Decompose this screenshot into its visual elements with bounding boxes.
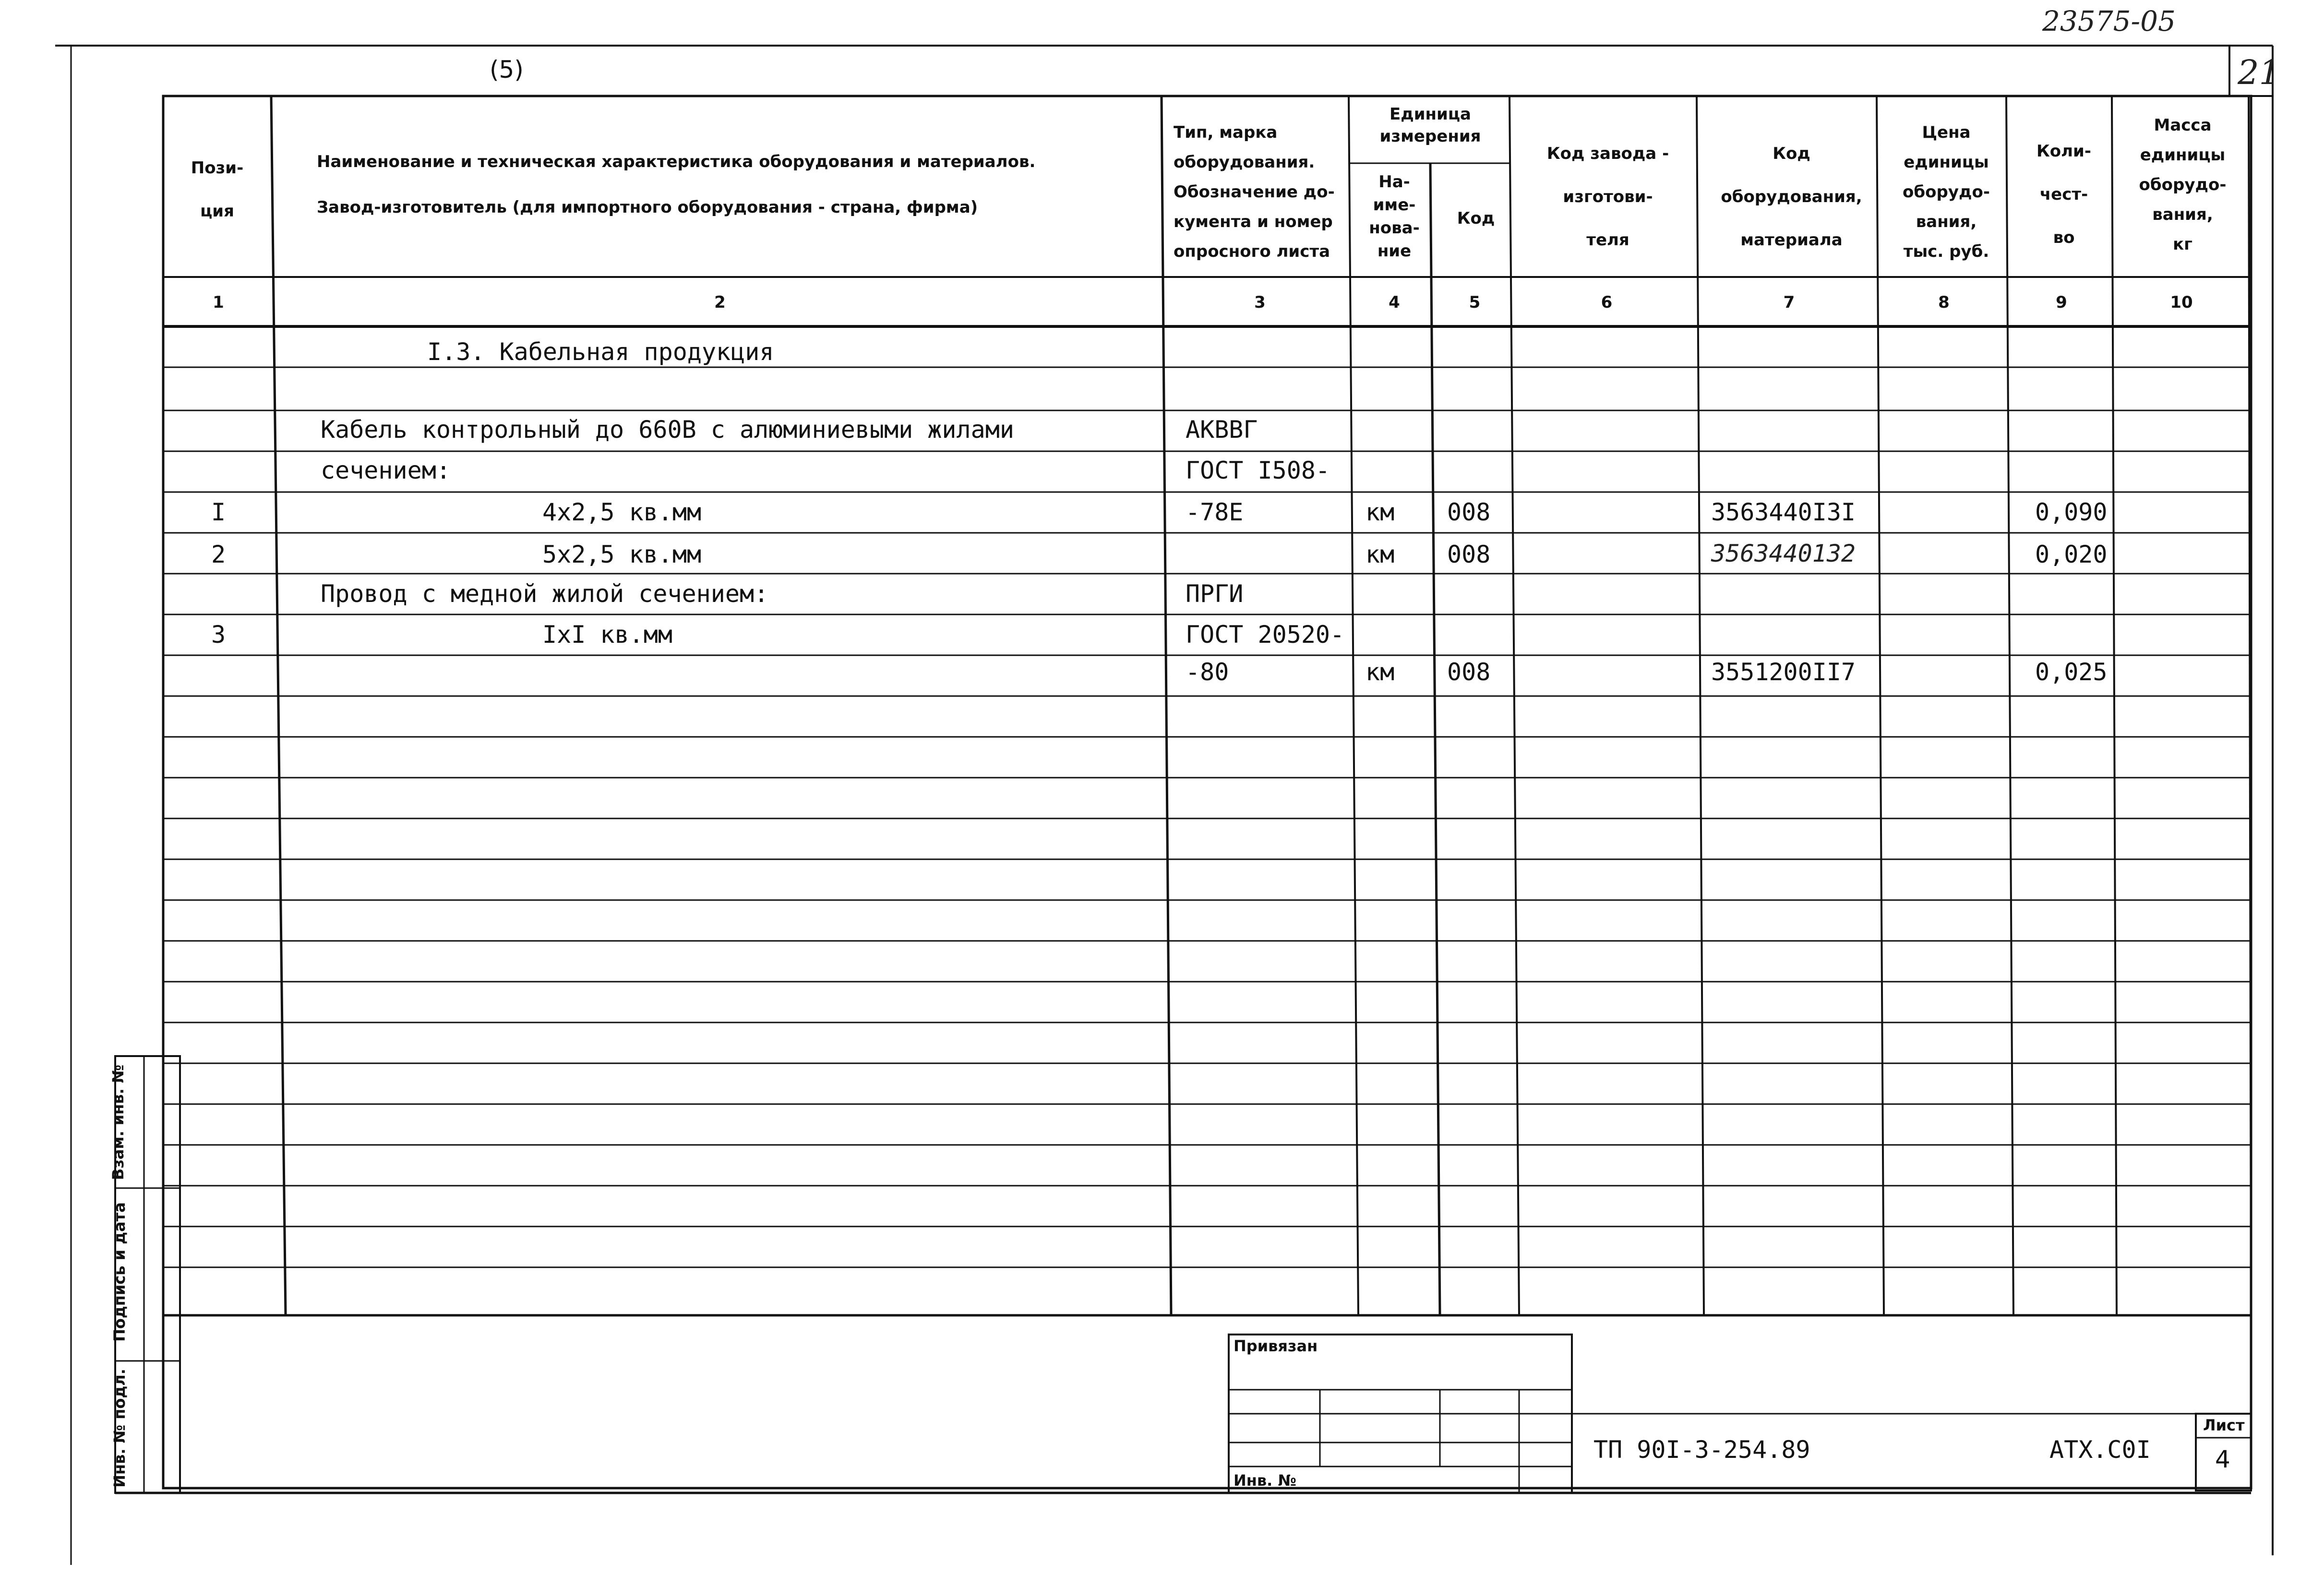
row-unit: км [1366,498,1395,526]
header-col-7 [1704,132,1879,262]
row-quantity: 0,020 [2035,541,2108,568]
header-col-7-line: оборудования, [1721,187,1862,206]
header-col-6-line: изготови- [1563,187,1653,206]
row-unit: км [1366,541,1395,568]
row-type: -78Е [1186,498,1244,526]
header-col-8-line: вания, [1916,212,1977,231]
row-quantity: 0,090 [2035,498,2108,526]
header-col-1-line-1: Пози- [191,158,244,178]
header-unit-line-2: измерения [1379,127,1481,146]
row-quantity: 0,025 [2035,658,2108,686]
sheet-number: 4 [2215,1445,2230,1473]
header-col-10-line: единицы [2140,145,2226,165]
col-number-6: 6 [1601,293,1613,312]
col-number-8: 8 [1938,293,1950,312]
handwritten-page-number: 21 [2238,53,2281,92]
col-number-4: 4 [1389,293,1400,312]
header-unit-group [1351,103,1509,147]
header-col-4-line: име- [1373,195,1416,215]
header-col-9-line: во [2053,228,2075,247]
project-code: ТП 90I-3-254.89 [1593,1436,1810,1464]
header-col-10-line: Масса [2154,116,2212,135]
header-col-4-line: ние [1377,241,1412,261]
header-col-9 [2013,130,2114,259]
header-col-3 [1174,118,1351,266]
item-description: Кабель контрольный до 660В с алюминиевыми жилами [321,416,1014,444]
header-col-10-line: вания, [2152,205,2213,224]
binding-label: Привязан [1234,1337,1318,1355]
header-col-9-line: чест- [2039,185,2088,204]
col-number-9: 9 [2056,293,2067,312]
header-col-8 [1884,118,2009,266]
row-unit-code: 008 [1447,541,1491,568]
header-col-3-line: Тип, марка [1174,123,1278,142]
row-unit: км [1366,658,1395,686]
row-position: 2 [211,541,226,568]
header-col-1 [166,146,269,233]
header-col-7-line: материала [1740,230,1843,250]
header-col-10-line: кг [2173,235,2192,254]
header-col-6-line: Код завода - [1546,144,1669,163]
col-number-3: 3 [1254,293,1266,312]
header-col-3-line: кумента и номер [1174,212,1333,231]
item-type: АКВВГ [1186,416,1258,444]
item-description: сечением: [321,457,451,484]
header-col-6-line: теля [1586,230,1629,250]
row-unit-code: 008 [1447,658,1491,686]
header-col-10 [2117,110,2249,259]
row-position: I [211,498,226,526]
section-heading: I.3. Кабельная продукция [427,338,774,366]
header-col-4-line: нова- [1369,218,1420,238]
drawing-code: АТХ.С0I [2049,1436,2151,1464]
header-col-9-line: Коли- [2036,142,2091,161]
header-col-10-line: оборудо- [2139,175,2227,194]
header-col-7-line: Код [1773,144,1810,163]
header-col-2-line-1: Наименование и техническая характеристика оборудования и материалов. [317,152,1036,171]
header-col-2 [317,139,1133,230]
item-type: ГОСТ I508- [1186,457,1330,484]
header-col-2-line-2: Завод-изготовитель (для импортного оборудования - страна, фирма) [317,198,978,217]
item-type: ПРГИ [1186,580,1244,608]
row-description: 4х2,5 кв.мм [542,498,702,526]
row-material-code: 3551200II7 [1711,658,1856,686]
header-unit-line-1: Единица [1390,105,1471,124]
header-col-8-line: тыс. руб. [1903,242,1989,261]
header-col-5: Код [1457,209,1495,228]
row-unit-code: 008 [1447,498,1491,526]
header-col-8-line: Цена [1922,123,1971,142]
col-number-2: 2 [714,293,726,312]
row-material-code: 3563440I3I [1711,498,1856,526]
row-description: IхI кв.мм [542,621,672,649]
page-marker: (5) [490,56,524,84]
col-number-10: 10 [2170,293,2193,312]
stamp-label-replaced-inv: Взам. инв. № [109,1064,127,1180]
header-col-8-line: единицы [1904,153,1989,172]
binding-inv-label: Инв. № [1234,1471,1296,1490]
header-col-3-line: оборудования. [1174,153,1315,172]
col-number-7: 7 [1783,293,1795,312]
header-col-3-line: опросного листа [1174,242,1330,261]
row-position: 3 [211,621,226,649]
row-type: ГОСТ 20520- [1186,621,1345,649]
sheet-label: Лист [2203,1416,2245,1434]
row-material-code-handwritten: 3563440132 [1711,540,1856,567]
row-description: 5х2,5 кв.мм [542,541,702,568]
header-col-1-line-2: ция [200,202,234,221]
stamp-label-inv-original: Инв. № подл. [110,1369,129,1488]
row-type: -80 [1186,658,1229,686]
header-col-4 [1354,170,1435,263]
header-col-8-line: оборудо- [1903,182,1990,202]
col-number-1: 1 [213,293,224,312]
header-col-6 [1517,132,1699,262]
handwritten-archive-number: 23575-05 [2042,5,2176,37]
col-number-5: 5 [1469,293,1481,312]
header-col-4-line: На- [1378,172,1410,192]
item-description: Провод с медной жилой сечением: [321,580,769,608]
header-col-3-line: Обозначение до- [1174,182,1335,202]
stamp-label-signature-date: Подпись и дата [110,1202,129,1342]
